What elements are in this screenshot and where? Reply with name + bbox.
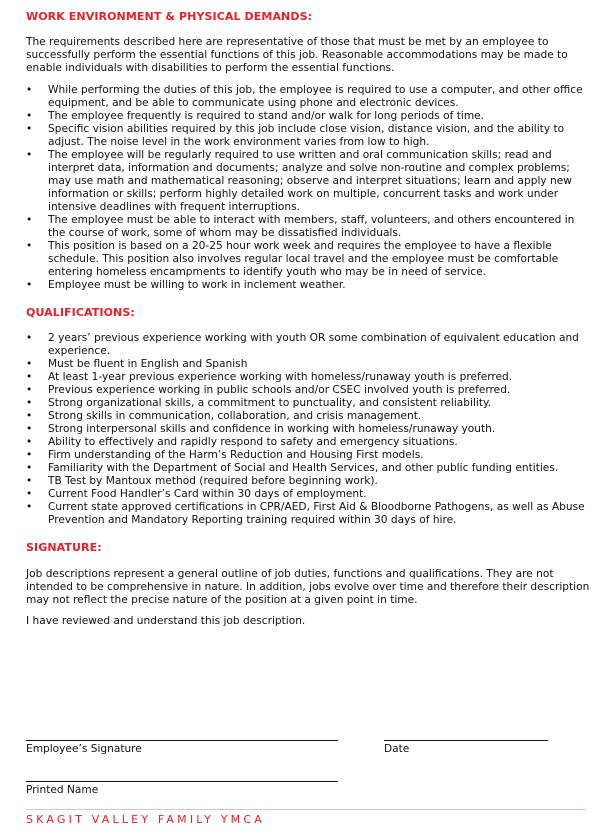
list-item xyxy=(26,462,592,475)
list-item-text: Ability to effectively and rapidly respond to safety and emergency situations. xyxy=(48,436,458,448)
bullet-icon: • xyxy=(26,358,33,370)
work-environment-intro: The requirements described here are representative of those that must be met by an employee to successfully perform the essential functions of this job. Reasonable accommodations may be made to enable individuals with disabilities to perform the essential functions. xyxy=(26,36,568,74)
list-item xyxy=(26,214,592,240)
signature-disclaimer: Job descriptions represent a general outline of job duties, functions and qualifications. They are not intended to be comprehensive in nature. In addition, jobs evolve over time and therefore their description may not reflect the precise nature of the position at a given point in time. xyxy=(26,568,590,606)
list-item xyxy=(26,149,592,214)
printed-name-line[interactable] xyxy=(26,781,338,782)
list-item xyxy=(26,501,592,527)
footer-organization: SKAGIT VALLEY FAMILY YMCA xyxy=(26,813,265,826)
list-item xyxy=(26,332,592,358)
list-item-text: Familiarity with the Department of Social and Health Services, and other public funding entities. xyxy=(48,462,559,474)
list-item xyxy=(26,123,592,149)
bullet-icon: • xyxy=(26,110,33,122)
list-item-text: While performing the duties of this job, the employee is required to use a computer, and other office equipment, and be able to communicate using phone and electronic devices. xyxy=(48,84,583,109)
signature-heading: SIGNATURE: xyxy=(26,541,102,554)
list-item-text: This position is based on a 20-25 hour work week and requires the employee to have a flexible schedule. This position also involves regular local travel and the employee must be comfortable entering homeless encampments to identify youth who may be in need of service. xyxy=(48,240,559,278)
list-item xyxy=(26,397,592,410)
employee-signature-label: Employee’s Signature xyxy=(26,743,142,755)
bullet-icon: • xyxy=(26,384,33,396)
list-item xyxy=(26,384,592,397)
list-item xyxy=(26,436,592,449)
list-item-text: Previous experience working in public schools and/or CSEC involved youth is preferred. xyxy=(48,384,511,396)
list-item xyxy=(26,84,592,110)
bullet-icon: • xyxy=(26,449,33,461)
date-label: Date xyxy=(384,743,410,755)
qualifications-list xyxy=(26,332,592,527)
date-line[interactable] xyxy=(384,740,548,741)
list-item-text: 2 years’ previous experience working with youth OR some combination of equivalent education and experience. xyxy=(48,332,579,357)
job-description-page xyxy=(26,10,592,628)
bullet-icon: • xyxy=(26,371,33,383)
bullet-icon: • xyxy=(26,488,33,500)
list-item-text: At least 1-year previous experience working with homeless/runaway youth is preferred. xyxy=(48,371,513,383)
bullet-icon: • xyxy=(26,240,33,252)
bullet-icon: • xyxy=(26,410,33,422)
list-item-text: Firm understanding of the Harm’s Reduction and Housing First models. xyxy=(48,449,424,461)
bullet-icon: • xyxy=(26,279,33,291)
list-item xyxy=(26,410,592,423)
list-item xyxy=(26,488,592,501)
bullet-icon: • xyxy=(26,149,33,161)
bullet-icon: • xyxy=(26,123,33,135)
list-item-text: TB Test by Mantoux method (required before beginning work). xyxy=(48,475,378,487)
list-item-text: Specific vision abilities required by this job include close vision, distance vision, and the ability to adjust. The noise level in the work environment varies from low to high. xyxy=(48,123,565,148)
work-environment-heading: WORK ENVIRONMENT & PHYSICAL DEMANDS: xyxy=(26,10,313,23)
list-item xyxy=(26,449,592,462)
list-item-text: The employee must be able to interact with members, staff, volunteers, and others encountered in the course of work, some of whom may be dissatisfied individuals. xyxy=(48,214,575,239)
list-item-text: Current state approved certifications in CPR/AED, First Aid & Bloodborne Pathogens, as well as Abuse Prevention and Mandatory Reporting training required within 30 days of hire. xyxy=(48,501,585,526)
list-item xyxy=(26,240,592,279)
work-environment-list xyxy=(26,84,592,292)
list-item-text: Current Food Handler’s Card within 30 days of employment. xyxy=(48,488,367,500)
list-item-text: Strong interpersonal skills and confidence in working with homeless/runaway youth. xyxy=(48,423,496,435)
list-item xyxy=(26,279,592,292)
bullet-icon: • xyxy=(26,423,33,435)
list-item xyxy=(26,358,592,371)
list-item-text: The employee will be regularly required to use written and oral communication skills; read and interpret data, information and documents; analyze and solve non-routine and complex problems; may use math and mathematical reasoning; observe and interpret situations; learn and apply new information or skills; perform highly detailed work on multiple, concurrent tasks and work under intensive deadlines with frequent interruptions. xyxy=(48,149,572,213)
bullet-icon: • xyxy=(26,397,33,409)
employee-signature-line[interactable] xyxy=(26,740,338,741)
bullet-icon: • xyxy=(26,84,33,96)
list-item-text: Employee must be willing to work in inclement weather. xyxy=(48,279,346,291)
list-item-text: Strong organizational skills, a commitment to punctuality, and consistent reliability. xyxy=(48,397,492,409)
list-item-text: Strong skills in communication, collaboration, and crisis management. xyxy=(48,410,422,422)
list-item xyxy=(26,371,592,384)
bullet-icon: • xyxy=(26,475,33,487)
list-item-text: The employee frequently is required to stand and/or walk for long periods of time. xyxy=(48,110,485,122)
qualifications-heading: QUALIFICATIONS: xyxy=(26,306,135,319)
list-item-text: Must be fluent in English and Spanish xyxy=(48,358,248,370)
list-item xyxy=(26,475,592,488)
bullet-icon: • xyxy=(26,436,33,448)
bullet-icon: • xyxy=(26,214,33,226)
bullet-icon: • xyxy=(26,332,33,344)
footer-divider xyxy=(26,809,586,810)
acknowledgement-text: I have reviewed and understand this job description. xyxy=(26,615,306,627)
list-item xyxy=(26,423,592,436)
bullet-icon: • xyxy=(26,462,33,474)
bullet-icon: • xyxy=(26,501,33,513)
list-item xyxy=(26,110,592,123)
printed-name-label: Printed Name xyxy=(26,784,99,796)
